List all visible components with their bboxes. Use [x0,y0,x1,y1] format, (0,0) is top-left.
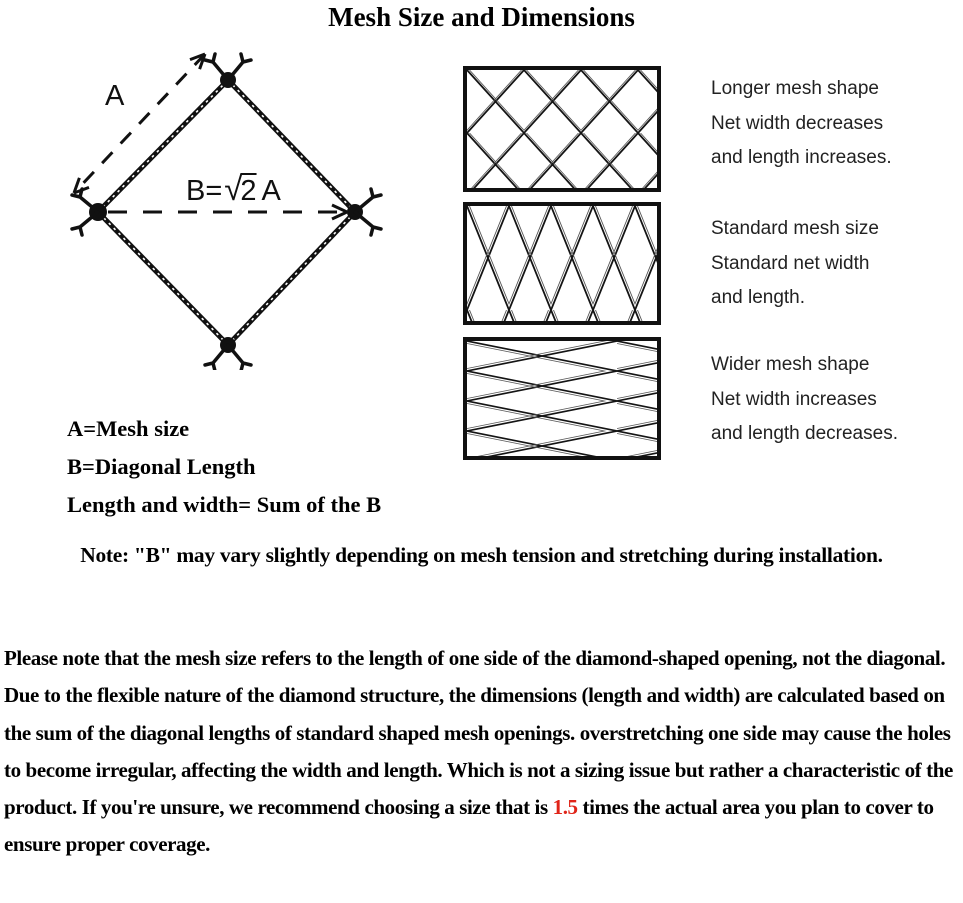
caption-line: and length decreases. [711,423,898,444]
caption-longer-mesh [711,72,963,176]
caption-wider-mesh [711,348,963,452]
caption-line: Longer mesh shape [711,78,879,99]
mesh-side-label-a: A [105,80,125,112]
page-title: Mesh Size and Dimensions [328,2,635,32]
formula-suffix: A [261,175,281,207]
caption-line: Net width decreases [711,112,884,134]
tension-note: Note: "B" may vary slightly depending on mesh tension and stretching during installation. [80,543,883,567]
caption-line: Wider mesh shape [711,354,870,375]
legend-line-b: B=Diagonal Length [67,454,256,479]
formula-prefix: B= [186,175,223,207]
caption-line: and length. [711,287,806,308]
sqrt-radicand: 2 [240,175,257,207]
paragraph-text-before: Please note that the mesh size refers to the length of one side of the diamond-shaped opening, not the diagonal. Due to the flexible nature of the diamond structure, the dimensions (length and width) are calculated based on the sum of the diagonal lengths of standard shaped mesh openings. overstretching one side may cause the holes to become irregular, affecting the width and length. Which is not a sizing issue but rather a characteristic of the product. If you're unsure, we recommend choosing a size that is [4,646,953,820]
diagonal-formula-label [186,170,281,208]
paragraph-text-after: times the actual area you plan to cover to ensure proper coverage. [4,795,934,857]
mesh-sample-longer [463,66,661,192]
dimension-legend [67,410,381,524]
legend-line-sum: Length and width= Sum of the B [67,492,382,517]
longer-mesh-pattern-image [467,70,657,188]
caption-standard-mesh [711,212,963,316]
highlight-ratio-value: 1.5 [552,795,578,820]
standard-mesh-pattern-image [467,206,657,321]
caption-line: Standard mesh size [711,218,879,239]
caption-line: Standard net width [711,252,870,274]
sqrt-radical-sign: √ [224,170,243,207]
legend-line-a: A=Mesh size [67,416,190,441]
sizing-explanation-paragraph [4,640,960,864]
caption-line: and length increases. [711,147,892,168]
caption-line: Net width increases [711,388,877,410]
mesh-sample-wider [463,337,661,460]
mesh-sample-standard [463,202,661,325]
wider-mesh-pattern-image [467,341,657,456]
